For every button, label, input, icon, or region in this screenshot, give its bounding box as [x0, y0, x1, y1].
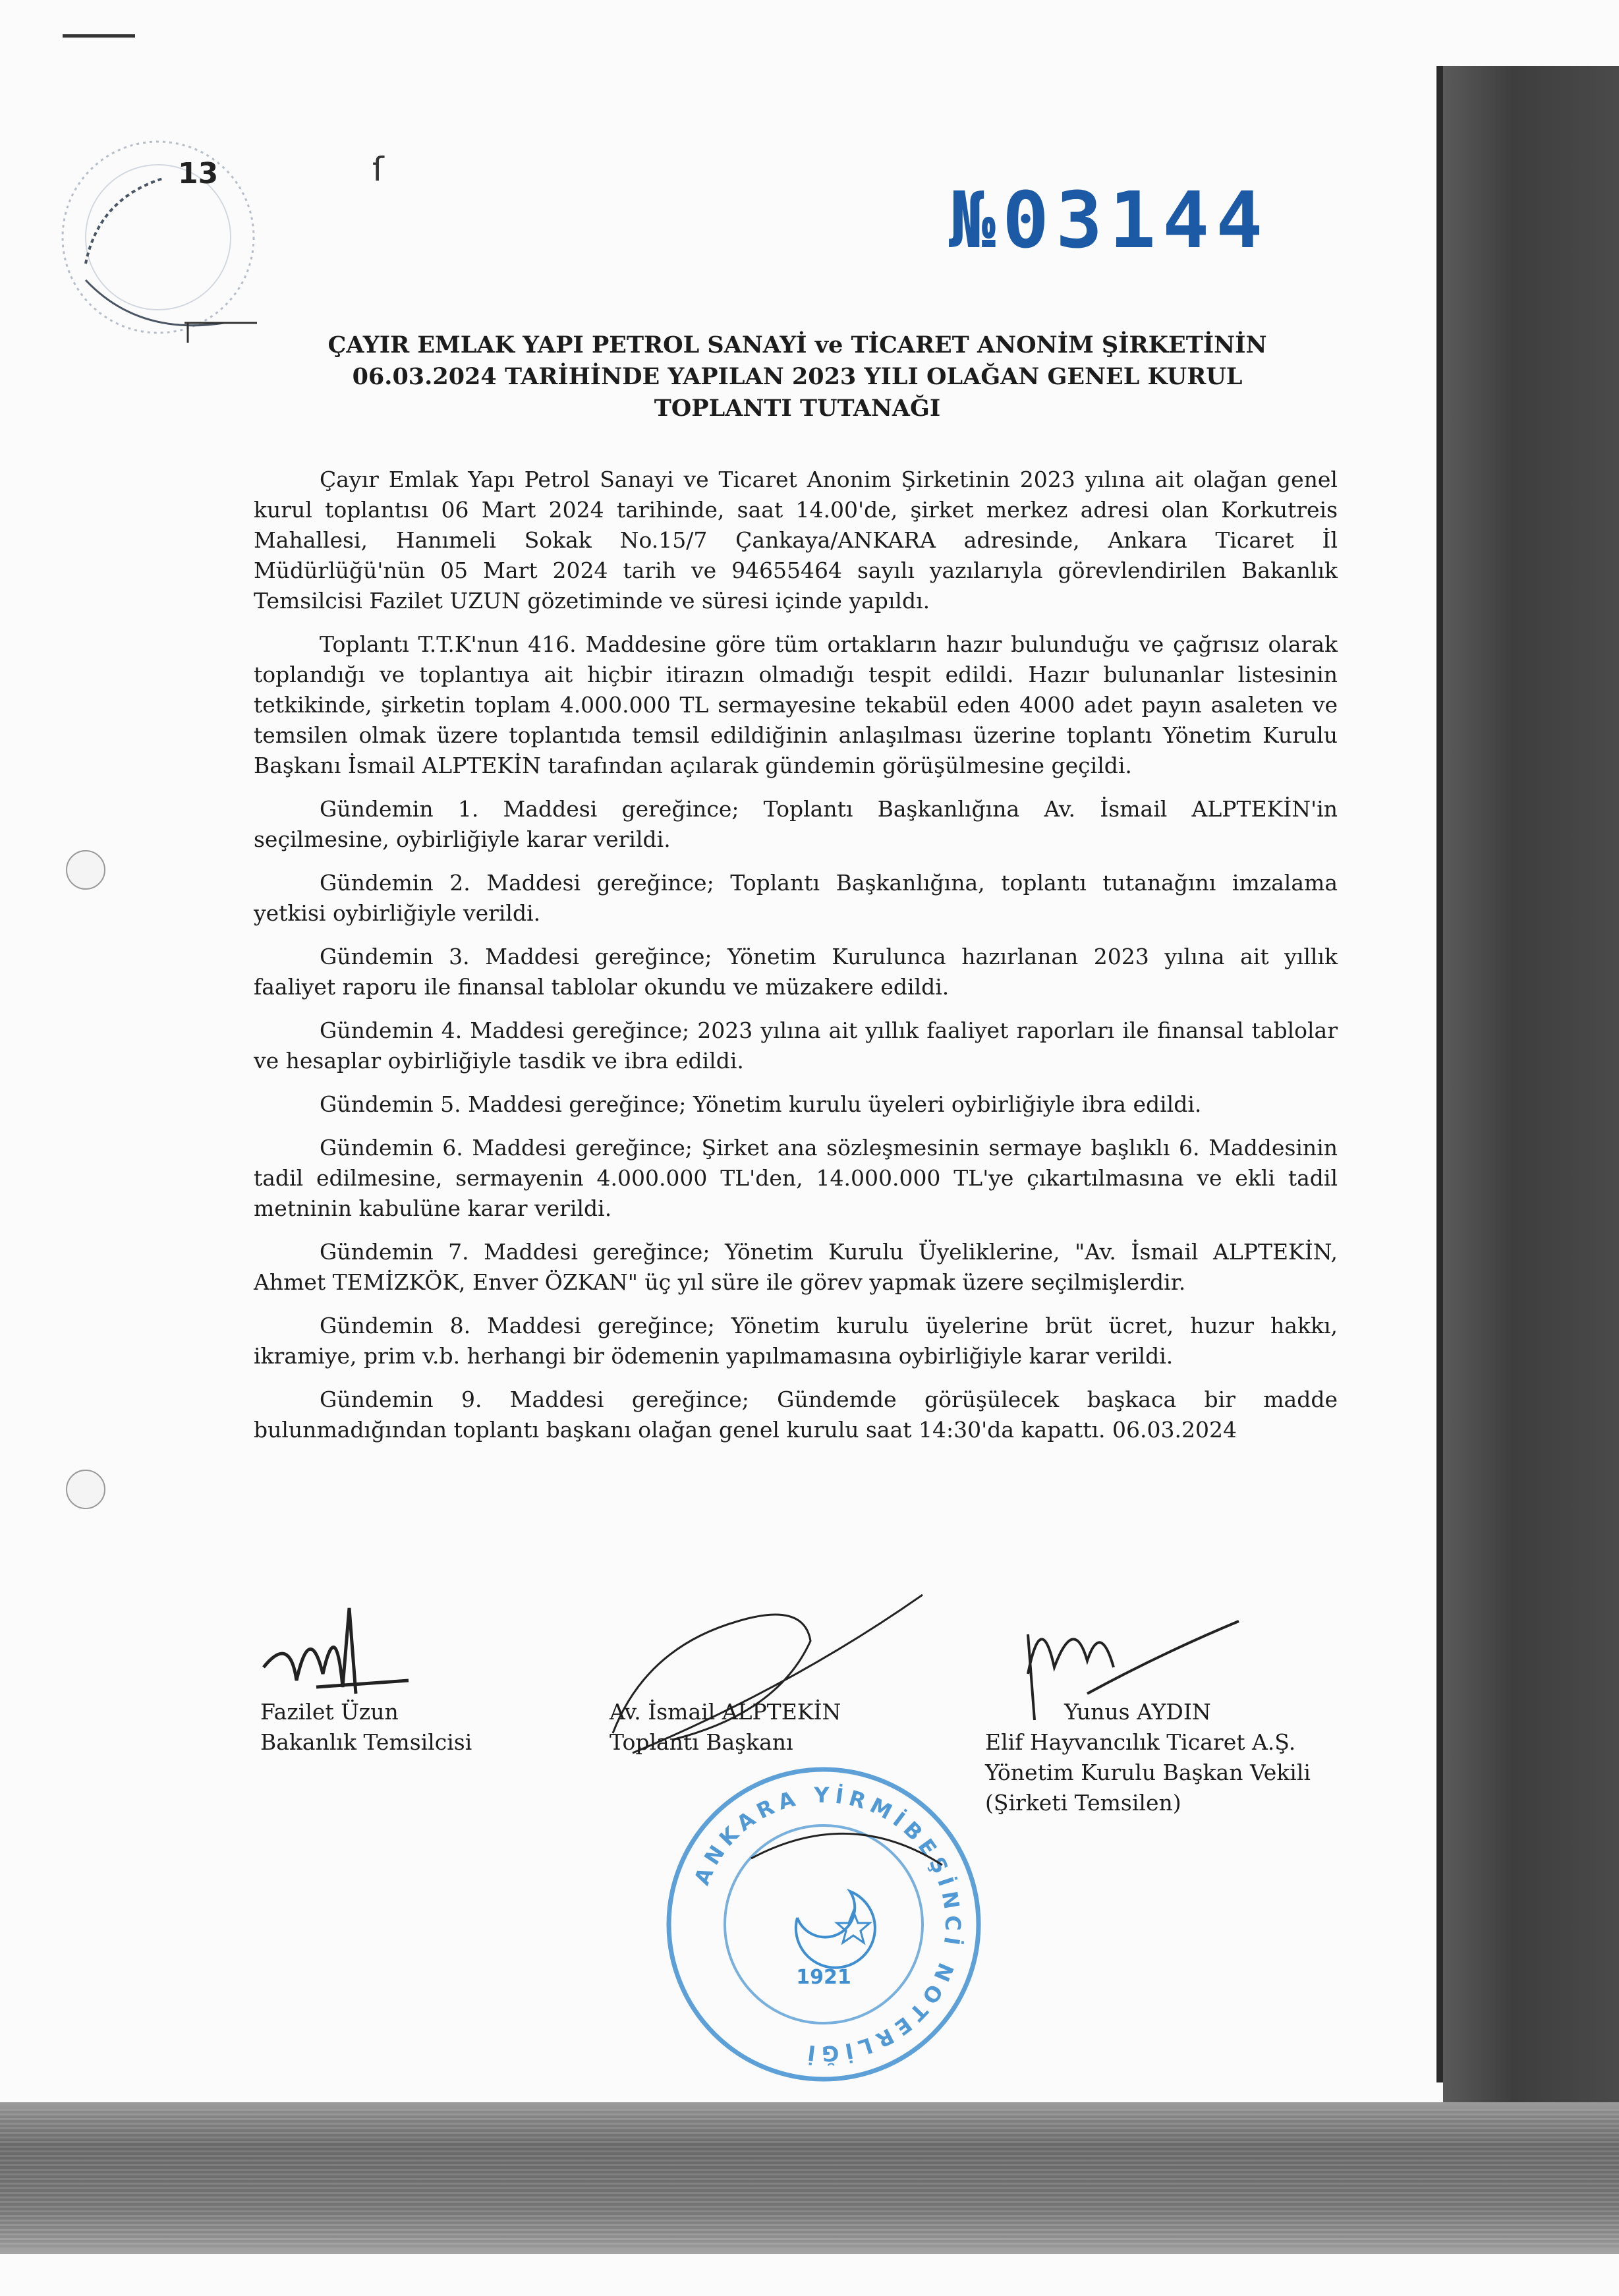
signatory-company-name: Elif Hayvancılık Ticaret A.Ş. [985, 1729, 1296, 1755]
serial-number: №03144 [949, 175, 1270, 266]
notary-seal-text: ANKARA YİRMİBEŞİNCİ NOTERLİĞİ [689, 1782, 966, 2067]
signatory-ministry [260, 1697, 472, 1758]
signatory-name: Yunus AYDIN [1064, 1699, 1211, 1725]
paragraph-agenda-6: Gündemin 6. Maddesi gereğince; Şirket ana sözleşmesinin sermaye başlıklı 6. Maddesinin tadil edilmesine, sermayenin 4.000.000 TL'den, 14.000.000 TL'ye çıkartılmasına ve ekli tadil metninin kabulüne karar verildi. [254, 1135, 1338, 1221]
paragraph-agenda-8: Gündemin 8. Maddesi gereğince; Yönetim kurulu üyelerine brüt ücret, huzur hakkı, ikramiye, prim v.b. herhangi bir ödemenin yapılmamasına oybirliğiyle karar verildi. [254, 1313, 1338, 1369]
title-line-1: ÇAYIR EMLAK YAPI PETROL SANAYİ ve TİCARET ANONİM ŞİRKETİNİN [327, 331, 1267, 359]
paragraph-agenda-4: Gündemin 4. Maddesi gereğince; 2023 yılına ait yıllık faaliyet raporları ile finansal tablolar ve hesaplar oybirliğiyle tasdik ve ibra edildi. [254, 1018, 1338, 1074]
signatory-name: Av. İsmail ALPTEKİN [610, 1699, 841, 1725]
signatory-role: Bakanlık Temsilcisi [260, 1729, 472, 1755]
signatory-chair [610, 1697, 841, 1758]
scan-border-right [1443, 66, 1619, 2109]
title-line-2: 06.03.2024 TARİHİNDE YAPILAN 2023 YILI OLAĞAN GENEL KURUL [352, 363, 1243, 390]
scan-border-bottom-lines [0, 2109, 1619, 2247]
paragraph-agenda-7: Gündemin 7. Maddesi gereğince; Yönetim Kurulu Üyeliklerine, "Av. İsmail ALPTEKİN, Ahmet TEMİZKÖK, Enver ÖZKAN" üç yıl süre ile görev yapmak üzere seçilmişlerdir. [254, 1239, 1338, 1295]
signatory-role: Toplantı Başkanı [610, 1729, 793, 1755]
signatory-note: (Şirketi Temsilen) [985, 1790, 1181, 1816]
paragraph-agenda-2: Gündemin 2. Maddesi gereğince; Toplantı Başkanlığına, toplantı tutanağını imzalama yetkisi oybirliğiyle verildi. [254, 870, 1338, 926]
signature-ink-icon [250, 1595, 422, 1713]
paragraph-quorum: Toplantı T.T.K'nun 416. Maddesine göre tüm ortakların hazır bulunduğu ve çağrısız olarak toplandığı ve toplantıya ait hiçbir itirazın olmadığı tespit edildi. Hazır bulunanlar listesinin tetkikinde, şirketin toplam 4.000.000 TL sermayesine tekabül eden 4000 adet payın asaleten ve temsilen olmak üzere toplantıda temsil edildiğinin anlaşılması üzerine toplantı Yönetim Kurulu Başkanı İsmail ALPTEKİN tarafından açılarak gündemin görüşülmesine geçildi. [254, 631, 1338, 778]
top-left-stamp-icon [59, 119, 283, 343]
seal-year: 1921 [796, 1966, 851, 1989]
page-number: 13 [178, 157, 219, 190]
paragraph-agenda-1: Gündemin 1. Maddesi gereğince; Toplantı Başkanlığına Av. İsmail ALPTEKİN'in seçilmesine, oybirliğiyle karar verildi. [254, 796, 1338, 852]
notary-seal-icon [652, 1753, 995, 2096]
signatory-role: Yönetim Kurulu Başkan Vekili [985, 1760, 1311, 1785]
paragraph-agenda-5: Gündemin 5. Maddesi gereğince; Yönetim kurulu üyeleri oybirliğiyle ibra edildi. [320, 1091, 1202, 1117]
minutes-body [254, 465, 1338, 1458]
top-dash-mark [63, 34, 135, 38]
paragraph-agenda-9: Gündemin 9. Maddesi gereğince; Gündemde görüşülecek başkaca bir madde bulunmadığından toplantı başkanı olağan genel kurulu saat 14:30'da kapattı. 06.03.2024 [254, 1387, 1338, 1443]
paragraph-opening: Çayır Emlak Yapı Petrol Sanayi ve Ticaret Anonim Şirketinin 2023 yılına ait olağan genel kurul toplantısı 06 Mart 2024 tarihinde, saat 14.00'de, şirket merkez adresi olan Korkutreis Mahallesi, Hanımeli Sokak No.15/7 Çankaya/ANKARA adresinde, Ankara Ticaret İl Müdürlüğü'nün 05 Mart 2024 tarih ve 94655464 sayılı yazılarıyla görevlendirilen Bakanlık Temsilcisi Fazilet UZUN gözetiminde ve süresi içinde yapıldı. [254, 467, 1338, 614]
document-title [250, 330, 1344, 424]
title-line-3: TOPLANTI TUTANAĞI [654, 395, 941, 422]
punch-hole [66, 850, 105, 890]
corner-mark: ſ [372, 150, 384, 188]
punch-hole [66, 1470, 105, 1509]
signatory-name: Fazilet Üzun [260, 1699, 399, 1725]
signatory-company [985, 1697, 1311, 1818]
paragraph-agenda-3: Gündemin 3. Maddesi gereğince; Yönetim Kurulunca hazırlanan 2023 yılına ait yıllık faaliyet raporu ile finansal tablolar okundu ve müzakere edildi. [254, 944, 1338, 1000]
